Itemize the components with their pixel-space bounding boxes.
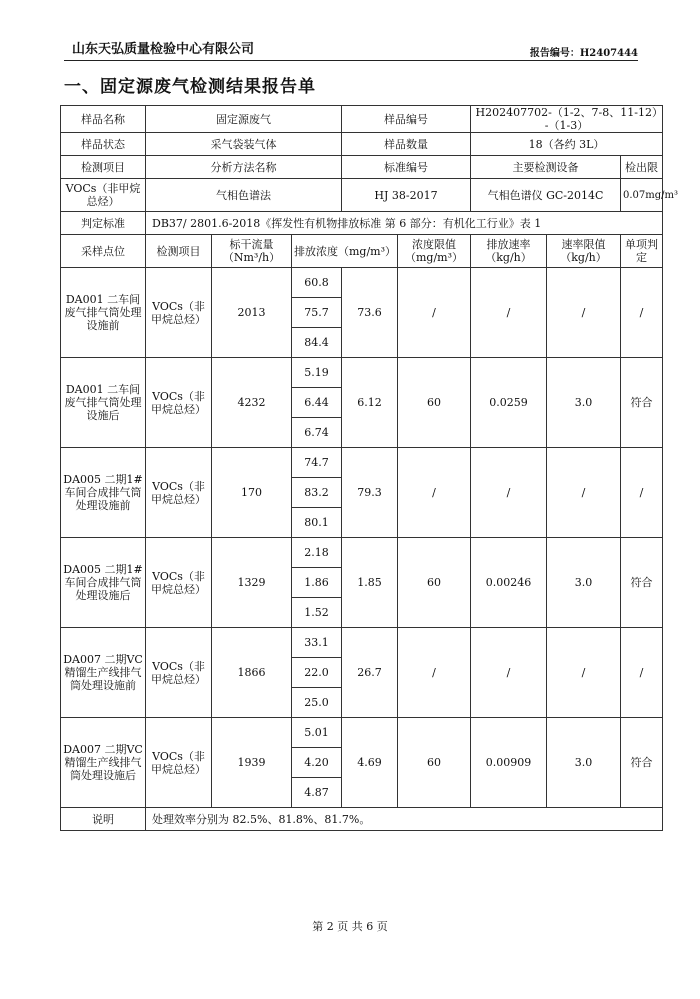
conc-limit: /	[398, 268, 471, 358]
col-rate-limit: 速率限值（kg/h）	[547, 235, 621, 268]
value-limit: 0.07mg/m³	[621, 179, 663, 212]
note-label: 说明	[61, 808, 146, 831]
emission-rate: /	[471, 628, 547, 718]
conc-average: 4.69	[342, 718, 398, 808]
emission-rate: /	[471, 268, 547, 358]
flow-value: 170	[212, 448, 292, 538]
emission-rate: 0.00909	[471, 718, 547, 808]
flow-value: 1866	[212, 628, 292, 718]
conc-reading: 83.2	[292, 478, 342, 508]
conc-average: 1.85	[342, 538, 398, 628]
conc-reading: 5.01	[292, 718, 342, 748]
col-conc-limit: 浓度限值（mg/m³）	[398, 235, 471, 268]
sampling-point: DA005 二期1#车间合成排气筒处理设施前	[61, 448, 146, 538]
value-std-no: HJ 38-2017	[342, 179, 471, 212]
report-number	[530, 44, 638, 59]
col-item: 检测项目	[146, 235, 212, 268]
conc-reading: 74.7	[292, 448, 342, 478]
value-sample-state: 采气袋装气体	[146, 133, 342, 156]
rate-limit: 3.0	[547, 538, 621, 628]
conc-reading: 6.74	[292, 418, 342, 448]
test-item: VOCs（非甲烷总烃）	[146, 628, 212, 718]
value-sample-no: H202407702-（1-2、7-8、11-12）-（1-3）	[471, 106, 663, 133]
conc-reading: 6.44	[292, 388, 342, 418]
col-judge: 单项判定	[621, 235, 663, 268]
flow-value: 1939	[212, 718, 292, 808]
conc-average: 73.6	[342, 268, 398, 358]
value-judge: DB37/ 2801.6-2018《挥发性有机物排放标准 第 6 部分：有机化工行业》表 1	[146, 212, 663, 235]
label-sample-state: 样品状态	[61, 133, 146, 156]
judgement: 符合	[621, 718, 663, 808]
value-equipment: 气相色谱仪 GC-2014C	[471, 179, 621, 212]
info-row-judge	[61, 212, 663, 235]
conc-limit: 60	[398, 718, 471, 808]
test-item: VOCs（非甲烷总烃）	[146, 358, 212, 448]
conc-reading: 2.18	[292, 538, 342, 568]
sampling-point: DA005 二期1#车间合成排气筒处理设施后	[61, 538, 146, 628]
conc-reading: 33.1	[292, 628, 342, 658]
label-sample-qty: 样品数量	[342, 133, 471, 156]
emission-rate: 0.0259	[471, 358, 547, 448]
conc-reading: 80.1	[292, 508, 342, 538]
value-method: 气相色谱法	[146, 179, 342, 212]
company-name: 山东天弘质量检验中心有限公司	[72, 42, 255, 57]
label-limit: 检出限	[621, 156, 663, 179]
conc-limit: /	[398, 448, 471, 538]
col-rate: 排放速率（kg/h）	[471, 235, 547, 268]
flow-value: 1329	[212, 538, 292, 628]
sampling-point: DA001 二车间废气排气筒处理设施前	[61, 268, 146, 358]
rate-limit: /	[547, 448, 621, 538]
conc-average: 6.12	[342, 358, 398, 448]
sampling-point: DA007 二期VC精馏生产线排气筒处理设施前	[61, 628, 146, 718]
judgement: /	[621, 628, 663, 718]
note-text: 处理效率分别为 82.5%、81.8%、81.7%。	[146, 808, 663, 831]
judgement: 符合	[621, 538, 663, 628]
flow-value: 2013	[212, 268, 292, 358]
conc-reading: 5.19	[292, 358, 342, 388]
table-row	[61, 628, 663, 658]
col-conc: 排放浓度（mg/m³）	[292, 235, 398, 268]
value-sample-name: 固定源废气	[146, 106, 342, 133]
conc-reading: 1.86	[292, 568, 342, 598]
sampling-point: DA007 二期VC精馏生产线排气筒处理设施后	[61, 718, 146, 808]
page-footer: 第 2 页 共 6 页	[312, 920, 388, 933]
conc-limit: /	[398, 628, 471, 718]
test-item: VOCs（非甲烷总烃）	[146, 538, 212, 628]
conc-average: 79.3	[342, 448, 398, 538]
table-row	[61, 448, 663, 478]
label-item: 检测项目	[61, 156, 146, 179]
judgement: 符合	[621, 358, 663, 448]
label-method: 分析方法名称	[146, 156, 342, 179]
info-row-method-header	[61, 156, 663, 179]
label-sample-name: 样品名称	[61, 106, 146, 133]
judgement: /	[621, 448, 663, 538]
rate-limit: 3.0	[547, 718, 621, 808]
emission-rate: 0.00246	[471, 538, 547, 628]
rate-limit: /	[547, 628, 621, 718]
conc-reading: 75.7	[292, 298, 342, 328]
conc-reading: 22.0	[292, 658, 342, 688]
conc-reading: 25.0	[292, 688, 342, 718]
results-table	[60, 105, 679, 831]
label-sample-no: 样品编号	[342, 106, 471, 133]
test-item: VOCs（非甲烷总烃）	[146, 268, 212, 358]
conc-reading: 60.8	[292, 268, 342, 298]
col-flow: 标干流量（Nm³/h）	[212, 235, 292, 268]
table-row	[61, 358, 663, 388]
conc-average: 26.7	[342, 628, 398, 718]
judgement: /	[621, 268, 663, 358]
conc-reading: 84.4	[292, 328, 342, 358]
label-judge: 判定标准	[61, 212, 146, 235]
value-item: VOCs（非甲烷总烃）	[61, 179, 146, 212]
conc-limit: 60	[398, 358, 471, 448]
flow-value: 4232	[212, 358, 292, 448]
label-std-no: 标准编号	[342, 156, 471, 179]
emission-rate: /	[471, 448, 547, 538]
label-equipment: 主要检测设备	[471, 156, 621, 179]
rate-limit: /	[547, 268, 621, 358]
conc-reading: 4.20	[292, 748, 342, 778]
report-number-label: 报告编号：	[529, 48, 580, 59]
results-header-row	[61, 235, 663, 268]
info-row-method	[61, 179, 663, 212]
conc-reading: 1.52	[292, 598, 342, 628]
info-row-sample-state	[61, 133, 663, 156]
test-item: VOCs（非甲烷总烃）	[146, 448, 212, 538]
rate-limit: 3.0	[547, 358, 621, 448]
table-row	[61, 268, 663, 298]
table-row	[61, 538, 663, 568]
conc-reading: 4.87	[292, 778, 342, 808]
value-sample-qty: 18（各约 3L）	[471, 133, 663, 156]
col-point: 采样点位	[61, 235, 146, 268]
report-number-value: H2407444	[579, 48, 638, 59]
table-row	[61, 718, 663, 748]
header-divider	[64, 60, 638, 61]
conc-limit: 60	[398, 538, 471, 628]
sampling-point: DA001 二车间废气排气筒处理设施后	[61, 358, 146, 448]
note-row	[61, 808, 663, 831]
section-title: 一、固定源废气检测结果报告单	[64, 77, 316, 97]
test-item: VOCs（非甲烷总烃）	[146, 718, 212, 808]
info-row-sample-name	[61, 106, 663, 133]
